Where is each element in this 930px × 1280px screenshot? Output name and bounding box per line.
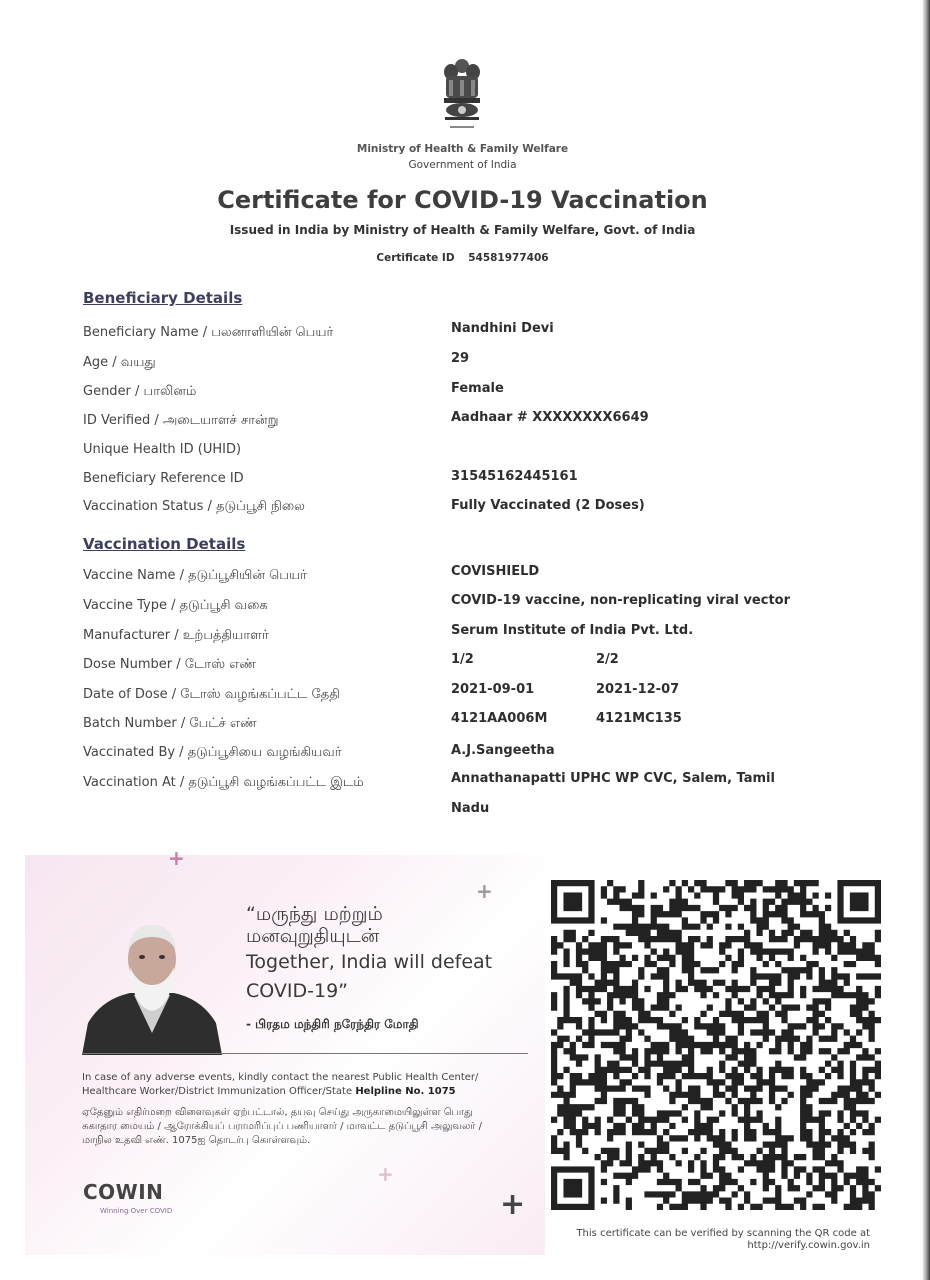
vaccinated-at-value-line2: Nadu bbox=[451, 801, 490, 816]
plus-decoration-icon: + bbox=[377, 1162, 394, 1186]
quote-line-4: COVID-19” bbox=[246, 980, 348, 1002]
certificate-id-label: Certificate ID bbox=[376, 252, 455, 264]
vaccinated-at-label: Vaccination At / தடுப்பூசி வழங்கப்பட்ட இடம் bbox=[83, 775, 364, 790]
adverse-event-notice-en bbox=[82, 1071, 522, 1099]
vaccine-type-label: Vaccine Type / தடுப்பூசி வகை bbox=[83, 598, 268, 613]
ministry-name: Ministry of Health & Family Welfare bbox=[356, 143, 569, 155]
id-verified-label: ID Verified / அடையாளச் சான்று bbox=[83, 413, 279, 428]
portrait-icon bbox=[82, 915, 222, 1055]
vaccine-name-label: Vaccine Name / தடுப்பூசியின் பெயர் bbox=[83, 568, 307, 583]
dose-2-value: 2/2 bbox=[596, 652, 619, 667]
vaccinated-at-value-line1: Annathanapatti UPHC WP CVC, Salem, Tamil bbox=[451, 771, 775, 786]
vaccination-status-value: Fully Vaccinated (2 Doses) bbox=[451, 498, 645, 513]
quote-line-1: “மருந்து மற்றும் bbox=[246, 903, 383, 925]
batch-number-label: Batch Number / பேட்ச் எண் bbox=[83, 716, 257, 731]
plus-decoration-icon: + bbox=[500, 1187, 526, 1222]
qr-code-icon bbox=[551, 880, 881, 1212]
beneficiary-name-value: Nandhini Devi bbox=[451, 321, 554, 336]
page-edge-shadow bbox=[922, 0, 930, 1280]
date-1-value: 2021-09-01 bbox=[451, 682, 535, 697]
adverse-event-notice-ta bbox=[82, 1106, 522, 1148]
id-verified-value: Aadhaar # XXXXXXXX6649 bbox=[451, 410, 649, 425]
date-of-dose-label: Date of Dose / டோஸ் வழங்கப்பட்ட தேதி bbox=[83, 687, 340, 702]
cowin-tagline: Winning Over COVID bbox=[100, 1207, 173, 1215]
plus-decoration-icon: + bbox=[168, 846, 185, 870]
vaccinated-by-label: Vaccinated By / தடுப்பூசியை வழங்கியவர் bbox=[83, 745, 342, 760]
notice-en-line-2 bbox=[82, 1085, 522, 1099]
notice-ta-line-3: மாநில உதவி எண். 1075ஐ தொடர்பு கொள்ளவும். bbox=[82, 1135, 311, 1146]
state-emblem-icon bbox=[436, 56, 488, 136]
uhid-label: Unique Health ID (UHID) bbox=[83, 442, 242, 457]
dose-number-label: Dose Number / டோஸ் எண் bbox=[83, 657, 256, 672]
beneficiary-name-label: Beneficiary Name / பலனாளியின் பெயர் bbox=[83, 325, 334, 340]
notice-en-text: Healthcare Worker/District Immunization Officer/State bbox=[82, 1086, 353, 1097]
gender-label: Gender / பாலினம் bbox=[83, 384, 197, 399]
manufacturer-label: Manufacturer / உற்பத்தியாளர் bbox=[83, 628, 269, 643]
plus-decoration-icon: + bbox=[476, 879, 493, 903]
quote-line-3: Together, India will defeat bbox=[246, 951, 493, 973]
beneficiary-reference-value: 31545162445161 bbox=[451, 469, 578, 484]
batch-1-value: 4121AA006M bbox=[451, 711, 548, 726]
gender-value: Female bbox=[451, 381, 504, 396]
notice-ta-line-1: ஏதேனும் எதிர்மறை விளைவுகள் ஏற்பட்டால், தயவு செய்து அருகாமையிலுள்ள பொது bbox=[82, 1107, 473, 1118]
verify-note bbox=[545, 1228, 870, 1252]
quote-line-2: மனவுறுதியுடன் bbox=[246, 925, 380, 947]
vaccine-type-value: COVID-19 vaccine, non-replicating viral vector bbox=[451, 593, 791, 608]
helpline-number: Helpline No. 1075 bbox=[355, 1086, 456, 1097]
date-2-value: 2021-12-07 bbox=[596, 682, 680, 697]
batch-2-value: 4121MC135 bbox=[596, 711, 682, 726]
vaccination-status-label: Vaccination Status / தடுப்பூசி நிலை bbox=[83, 499, 305, 514]
divider bbox=[82, 1053, 528, 1054]
verify-line-1: This certificate can be verified by scanning the QR code at bbox=[576, 1228, 870, 1239]
notice-ta-line-2: சுகாதார மையம் / ஆரோக்கியப் பராமரிப்புப் பணியாளர் / மாவட்ட தடுப்பூசி அலுவலர் / bbox=[82, 1121, 483, 1132]
beneficiary-reference-label: Beneficiary Reference ID bbox=[83, 471, 244, 486]
issued-by: Issued in India by Ministry of Health & Family Welfare, Govt. of India bbox=[229, 223, 696, 237]
vaccination-heading: Vaccination Details bbox=[83, 535, 246, 553]
certificate-title: Certificate for COVID-19 Vaccination bbox=[217, 186, 708, 214]
dose-1-value: 1/2 bbox=[451, 652, 474, 667]
certificate-id bbox=[300, 252, 625, 264]
age-value: 29 bbox=[451, 351, 470, 366]
age-label: Age / வயது bbox=[83, 355, 156, 370]
manufacturer-value: Serum Institute of India Pvt. Ltd. bbox=[451, 623, 694, 638]
cowin-logo: COWIN bbox=[83, 1180, 164, 1204]
verify-url: http://verify.cowin.gov.in bbox=[747, 1240, 870, 1251]
notice-en-line-1: In case of any adverse events, kindly contact the nearest Public Health Center/ bbox=[82, 1072, 479, 1083]
beneficiary-heading: Beneficiary Details bbox=[83, 289, 243, 307]
vaccinated-by-value: A.J.Sangeetha bbox=[451, 743, 555, 758]
government-name: Government of India bbox=[408, 159, 517, 171]
quote-attribution: - பிரதம மந்திரி நரேந்திர மோதி bbox=[246, 1017, 419, 1031]
certificate-id-value: 54581977406 bbox=[468, 252, 549, 264]
vaccine-name-value: COVISHIELD bbox=[451, 564, 540, 579]
